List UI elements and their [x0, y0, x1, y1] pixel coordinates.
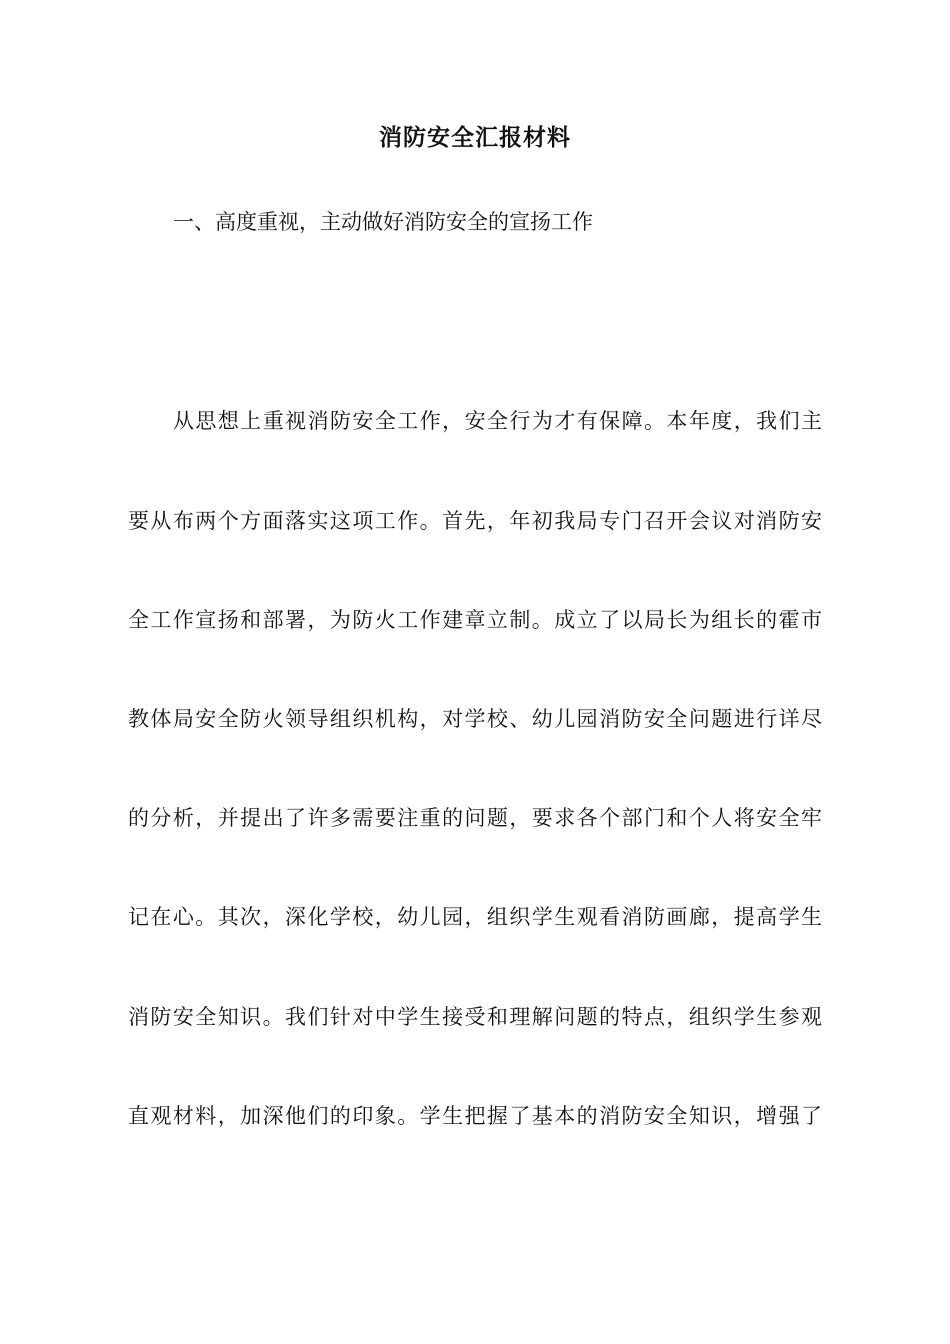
body-line: 的分析，并提出了许多需要注重的问题，要求各个部门和个人将安全牢: [128, 806, 822, 830]
body-line: 教体局安全防火领导组织机构，对学校、幼儿园消防安全问题进行详尽: [128, 707, 822, 731]
body-line: 直观材料，加深他们的印象。学生把握了基本的消防安全知识，增强了: [128, 1104, 822, 1128]
body-line: 要从布两个方面落实这项工作。首先，年初我局专门召开会议对消防安: [128, 509, 822, 533]
document-title: 消防安全汇报材料: [379, 125, 571, 151]
body-line: 记在心。其次，深化学校，幼儿园，组织学生观看消防画廊，提高学生: [128, 905, 822, 929]
body-line: 消防安全知识。我们针对中学生接受和理解问题的特点，组织学生参观: [128, 1005, 822, 1029]
body-line: 从思想上重视消防安全工作，安全行为才有保障。本年度，我们主: [173, 409, 822, 433]
section-heading: 一、高度重视，主动做好消防安全的宣扬工作: [173, 210, 593, 234]
body-line: 全工作宣扬和部署，为防火工作建章立制。成立了以局长为组长的霍市: [128, 608, 822, 632]
